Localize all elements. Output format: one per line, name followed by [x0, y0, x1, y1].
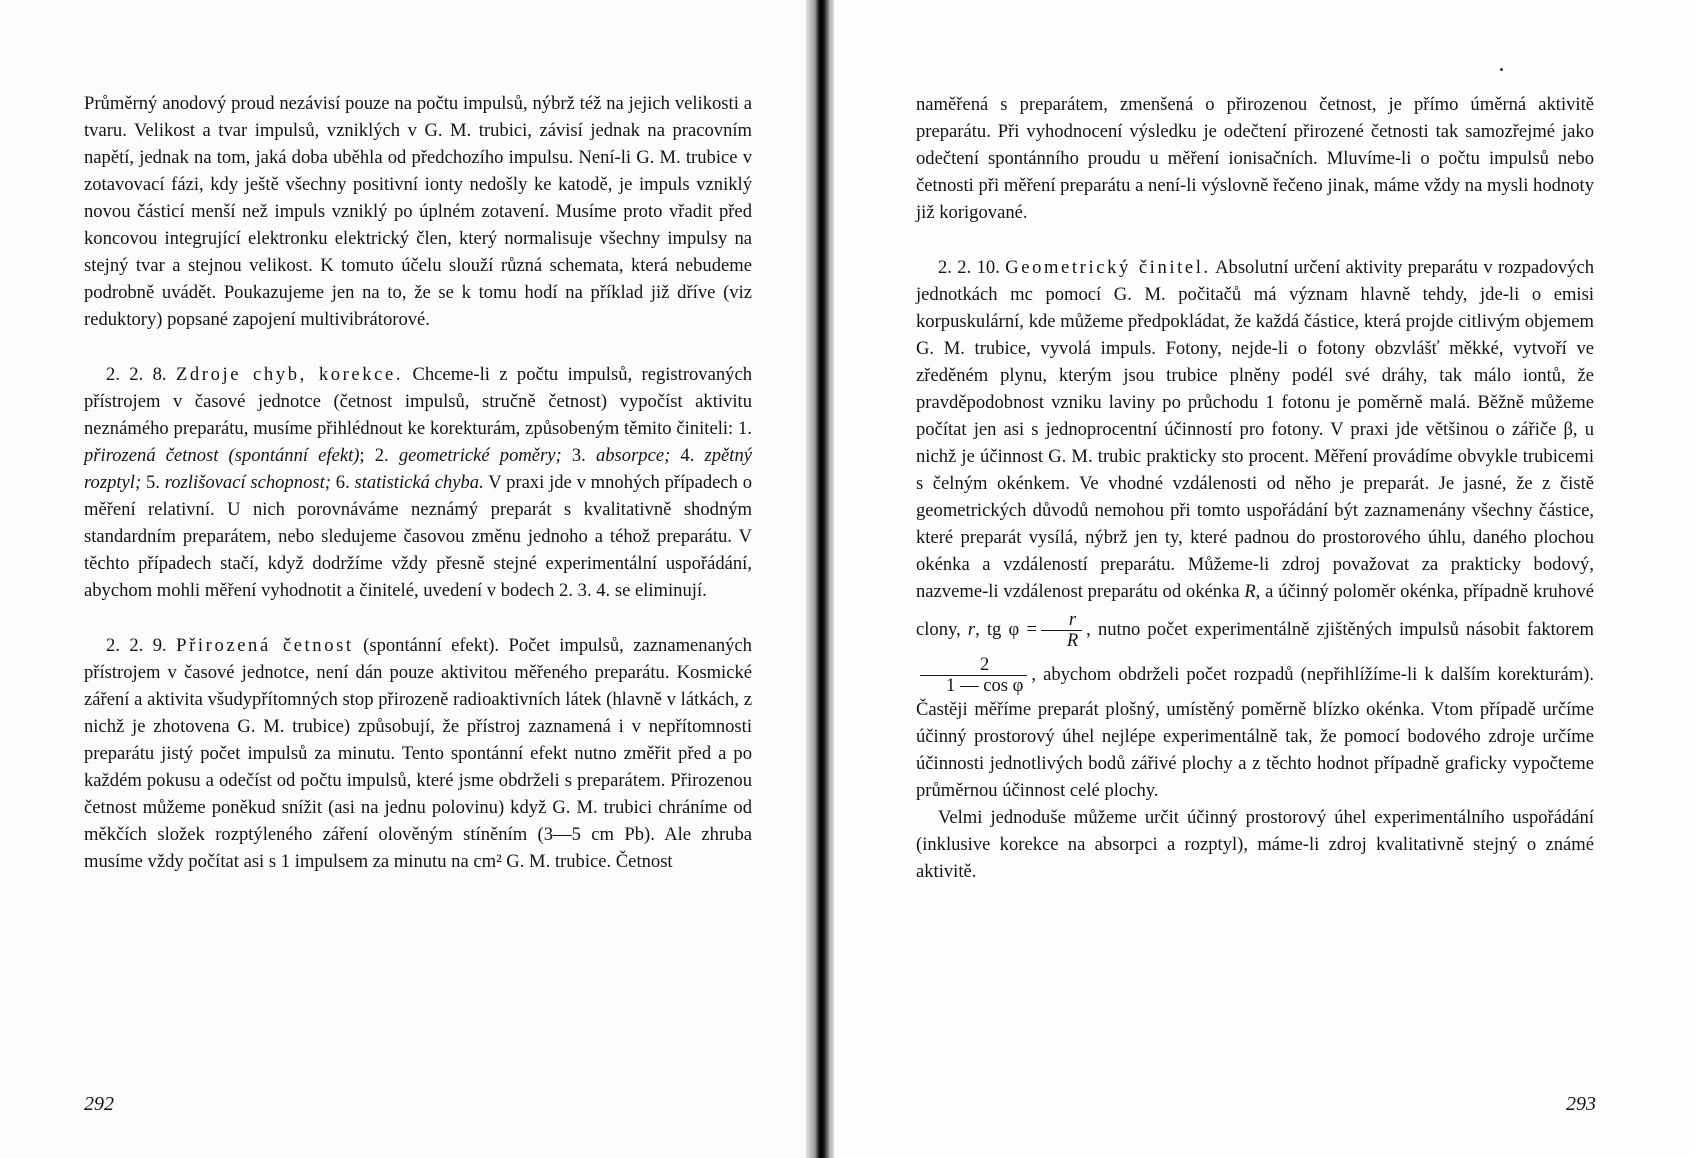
section-text: ; 2.: [359, 445, 389, 466]
section-number: 2. 2. 9.: [106, 635, 167, 656]
section-text: , abychom obdrželi počet rozpadů (nepřihlížíme-li k dalším korekturám). Častěji měříme preparát plošný, umístěný poměrně blízko okénka. Vtom případě určíme účinný prostorový úhel nejlépe experimentálně tak, že pomocí bodového zdroje určíme účinnosti jednotlivých bodů zářivé plochy a z těchto hodnot případně graficky vypočteme průměrnou účinnost celé plochy.: [916, 663, 1594, 801]
left-page: [0, 0, 820, 1158]
section-text: Absolutní určení aktivity preparátu v rozpadových jednotkách mc pomocí G. M. počitačů má význam hlavně tehdy, jde-li o emisi korpuskulární, kde můžeme předpokládat, že každá částice, která projde citlivým objemem G. M. trubice, vyvolá impuls. Fotony, nejde-li o fotony obzvlášť měkké, vytvoří ve zředěném plynu, kterým jsou trubice plněny podél své dráhy, tak málo iontů, že pravděpodobnost vzniku laviny po průchodu 1 fotonu je poměrně malá. Běžně můžeme počítat jen asi s jednoprocentní účinností pro fotony. V praxi jde většinou o zářiče β, u nichž je účinnost G. M. trubic prakticky sto procent. Měření provádíme obvykle trubicemi s čelným okénkem. Ve vhodné vzdálenosti od něho je preparát. Je jasné, že z čistě geometrických důvodů nemohou při tomto uspořádání být zaznamenány všechny částice, které preparát vysílá, nýbrž jen ty, které padnou do prostorového úhlu, daného plochou okénka a vzdáleností preparátu. Můžeme-li zdroj považovat za prakticky bodový, nazveme-li vzdálenost preparátu od okénka: [916, 257, 1595, 602]
section-2-2-8: [84, 361, 752, 604]
book-gutter: [806, 0, 836, 1158]
italic-term: geometrické poměry;: [398, 445, 562, 466]
fraction-denominator: 1 — cos φ: [946, 675, 1024, 696]
section-2-2-10: [916, 254, 1594, 804]
left-text-block: [84, 90, 752, 875]
section-text: , nutno počet experimentálně zjištěných impulsů násobit faktorem: [1086, 619, 1594, 640]
page-number-right: 293: [1566, 1093, 1596, 1115]
section-number: 2. 2. 8.: [106, 364, 167, 385]
section-title: Zdroje chyb, korekce.: [175, 364, 404, 385]
page-number-left: 292: [84, 1093, 114, 1115]
fraction-numerator: r: [1041, 610, 1082, 631]
section-title: Přirozená četnost: [176, 635, 354, 656]
variable-r: r: [967, 619, 976, 640]
italic-term: absorpce;: [595, 445, 671, 466]
section-text: 6.: [335, 472, 350, 493]
speck-mark: [1500, 68, 1503, 71]
italic-term: rozlišovací schopnost;: [164, 472, 331, 493]
paragraph-effective-solid-angle: Velmi jednoduše můžeme určit účinný prostorový úhel experimentálního uspořádání (inklusive korekce na absorpci a rozptyl), máme-li zdroj kvalitativně stejný o známé aktivitě.: [916, 807, 1594, 882]
fraction-denominator: R: [1066, 630, 1079, 652]
fraction-numerator: 2: [920, 655, 1027, 676]
section-text: 3.: [571, 445, 586, 466]
section-number: 2. 2. 10.: [938, 257, 1000, 278]
section-text: , a účinný poloměr okénka, případně kruhové clony,: [916, 581, 1594, 640]
section-text: Chceme-li z počtu impulsů, registrovaných přístrojem v časové jednotce (četnost impulsů, stručně četnost) vypočíst aktivitu neznámého preparátu, musíme přihlédnout ke korekturám, způsobeným těmito činiteli: 1.: [84, 364, 752, 439]
section-text: 5.: [145, 472, 160, 493]
section-2-2-9: [84, 632, 752, 875]
fraction-r-over-R: [1041, 610, 1082, 651]
fraction-correction-factor: [920, 655, 1027, 696]
section-title: Geometrický činitel.: [1005, 257, 1211, 278]
section-text: (spontánní efekt). Počet impulsů, zaznamenaných přístrojem v časové jednotce, není dán pouze aktivitou měřeného preparátu. Kosmické záření a aktivita všudypřítomných stop přirozeně radioaktivních látek (hlavně v látkách, z nichž je zhotovena G. M. trubice) způsobují, že přístroj zaznamená i v nepřítomnosti preparátu jistý počet impulsů za minutu. Tento spontánní efekt nutno změřit před a po každém pokusu a odečíst od počtu impulsů, které jsme obdrželi s preparátem. Přirozenou četnost můžeme poněkud snížit (asi na jednu polovinu) když G. M. trubici chráníme od měkčích složek rozptýleného záření olověným stíněním (3—5 cm Pb). Ale zhruba musíme vždy počítat asi s 1 impulsem za minutu na cm² G. M. trubice. Četnost: [84, 635, 752, 872]
paragraph-measured-count: naměřená s preparátem, zmenšená o přirozenou četnost, je přímo úměrná aktivitě preparátu. Při vyhodnocení výsledku je odečtení přirozené četnosti tak samozřejmé jako odečtení spontánního proudu u měření ionisačních. Mluvíme-li o počtu impulsů nebo četnosti při měření preparátu a není-li výslovně řečeno jinak, máme vždy na mysli hodnoty již korigované.: [916, 94, 1594, 223]
italic-term: zpětný rozptyl;: [84, 445, 753, 493]
paragraph-anode-current: Průměrný anodový proud nezávisí pouze na počtu impulsů, nýbrž též na jejich velikosti a tvaru. Velikost a tvar impulsů, vzniklých v G. M. trubici, závisí jednak na pracovním napětí, jednak na tom, jaká doba uběhla od předchozího impulsu. Není-li G. M. trubice v zotavovací fázi, kdy ještě všechny positivní ionty nedošly ke katodě, je impuls vzniklý novou částicí menší než impuls vzniklý po úplném zotavení. Musíme proto vřadit před koncovou integrující elektronku elektrický člen, který normalisuje všechny impulsy na stejný tvar a stejnou velikost. K tomuto účelu slouží různá schemata, která nebudeme podrobně uvádět. Poukazujeme jen na to, že se k tomu hodí na příklad již dříve (viz reduktory) popsané zapojení multivibrátorové.: [84, 93, 752, 330]
italic-term: statistická chyba.: [354, 472, 484, 493]
right-page: [834, 0, 1695, 1158]
section-text: V praxi jde v mnohých případech o měření relativní. U nich porovnáváme neznámý preparát s kvalitativně shodným standardním preparátem, nebo sledujeme časovou změnu jednoho a téhož preparátu. V těchto případech stačí, když dodržíme vždy přesně stejné experimentální uspořádání, abychom mohli měření vyhodnotit a činitelé, uvedení v bodech 2. 3. 4. se eliminují.: [84, 472, 753, 601]
right-text-block: [916, 91, 1594, 885]
equation-tg-phi: , tg φ =: [975, 619, 1037, 640]
section-text: 4.: [680, 445, 695, 466]
variable-R: R: [1244, 581, 1256, 602]
italic-term: přirozená četnost (spontánní efekt): [84, 445, 360, 466]
